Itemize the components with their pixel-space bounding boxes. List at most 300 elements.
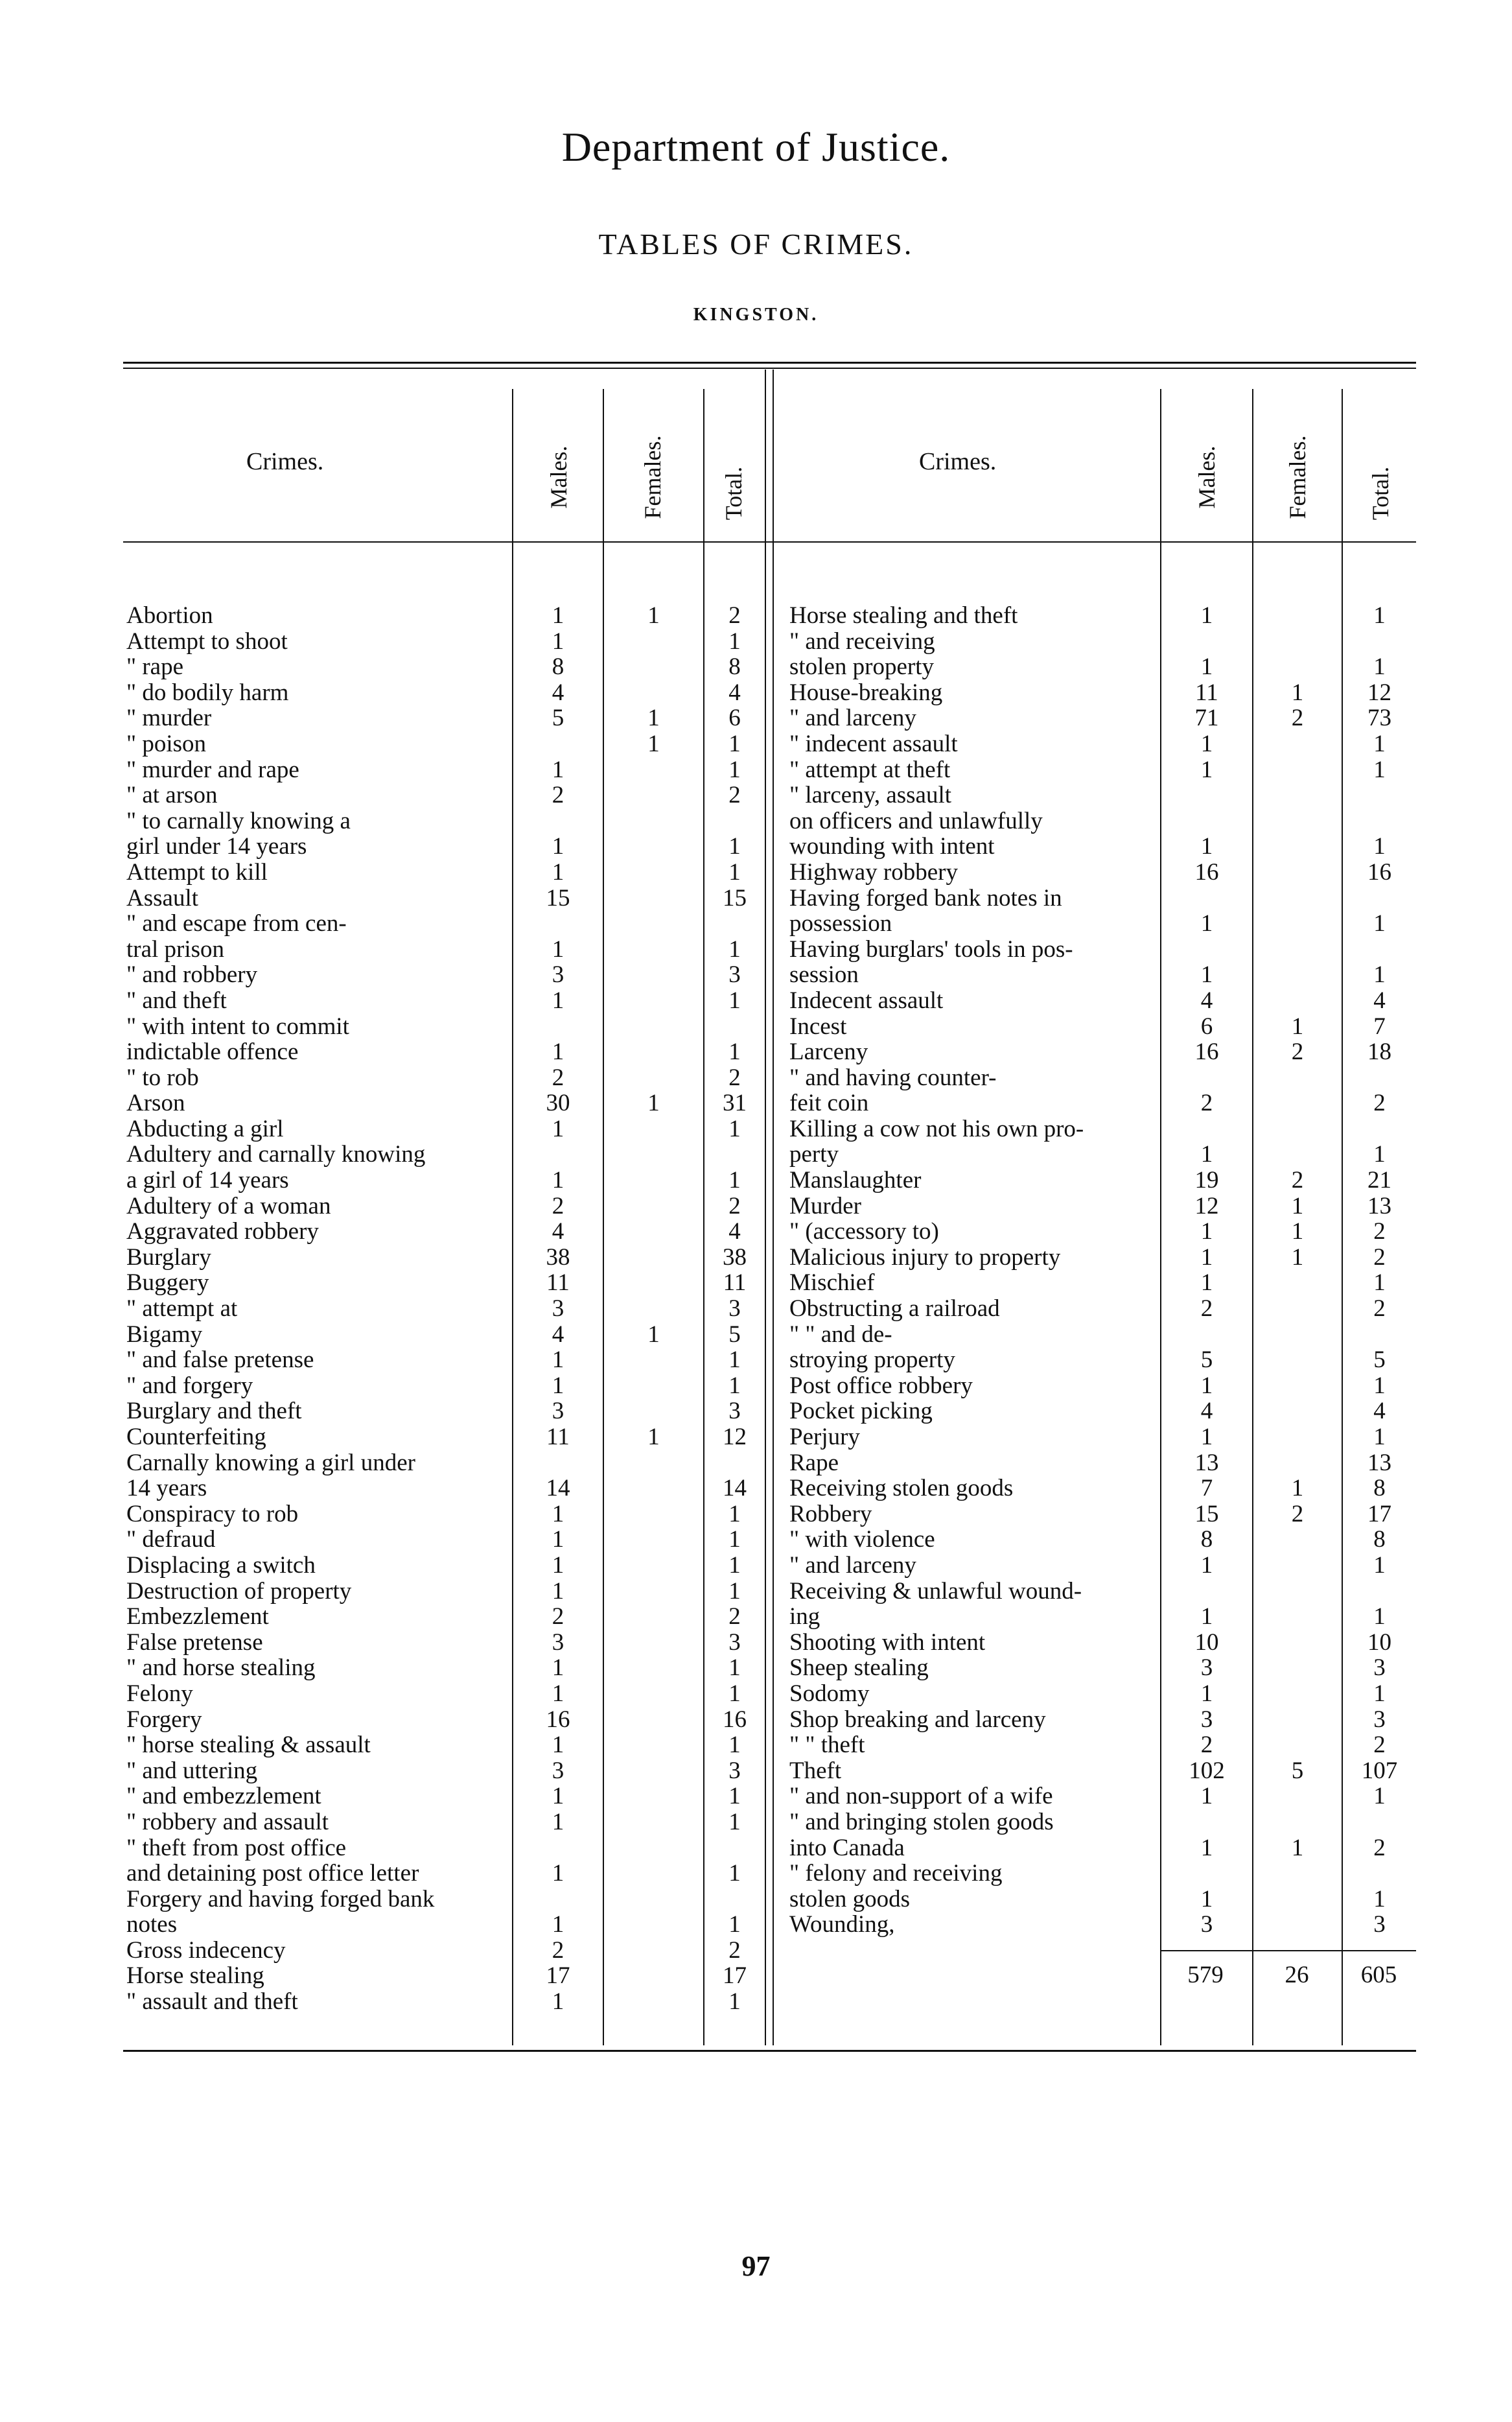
total-value: 16 bbox=[723, 1706, 747, 1733]
crime-label: Post office robbery bbox=[789, 1372, 973, 1399]
total-value: 107 bbox=[1361, 1757, 1398, 1784]
total-value: 1 bbox=[728, 1783, 741, 1810]
crime-label: Killing a cow not his own pro- bbox=[789, 1116, 1084, 1142]
table-row bbox=[789, 860, 1502, 886]
total-value: 1 bbox=[1373, 730, 1386, 757]
total-value: 1 bbox=[728, 1680, 741, 1707]
table-row bbox=[126, 911, 774, 937]
males-value: 3 bbox=[1200, 1654, 1213, 1682]
table-top-rule bbox=[123, 362, 1416, 364]
crime-label: " defraud bbox=[126, 1527, 216, 1553]
table-row bbox=[126, 1219, 774, 1245]
total-value: 1 bbox=[728, 1860, 741, 1887]
males-value: 3 bbox=[552, 1295, 564, 1323]
total-value: 2 bbox=[1373, 1732, 1386, 1759]
table-row bbox=[789, 1065, 1502, 1091]
males-value: 2 bbox=[552, 1603, 564, 1630]
males-value: 2 bbox=[1200, 1295, 1213, 1323]
total-value: 3 bbox=[1373, 1654, 1386, 1682]
table-row bbox=[126, 1142, 774, 1168]
crime-label: indictable offence bbox=[126, 1039, 299, 1065]
total-value: 3 bbox=[728, 961, 741, 989]
total-value: 1 bbox=[728, 730, 741, 757]
table-row bbox=[126, 1168, 774, 1193]
crime-label: " larceny, assault bbox=[789, 782, 952, 808]
males-value: 13 bbox=[1194, 1449, 1219, 1476]
males-value: 1 bbox=[552, 1577, 564, 1605]
crime-label: " at arson bbox=[126, 782, 218, 808]
table-row bbox=[126, 1681, 774, 1707]
total-value: 1 bbox=[1373, 653, 1386, 681]
total-value: 4 bbox=[728, 679, 741, 706]
crime-label: Attempt to shoot bbox=[126, 628, 288, 655]
males-value: 1 bbox=[552, 628, 564, 655]
total-value: 13 bbox=[1367, 1449, 1391, 1476]
crime-label: Murder bbox=[789, 1193, 861, 1219]
crime-label: Forgery and having forged bank bbox=[126, 1886, 435, 1912]
crime-label: " " theft bbox=[789, 1732, 865, 1758]
total-total: 605 bbox=[1360, 1962, 1397, 1988]
males-value: 10 bbox=[1194, 1628, 1219, 1656]
crime-label: and detaining post office letter bbox=[126, 1861, 419, 1887]
table-row bbox=[126, 680, 774, 706]
crime-label: Sodomy bbox=[789, 1680, 870, 1707]
total-value: 1 bbox=[1373, 910, 1386, 937]
crime-label: tral prison bbox=[126, 936, 225, 963]
crime-label: Incest bbox=[789, 1013, 847, 1040]
table-row bbox=[789, 1604, 1502, 1630]
males-value: 11 bbox=[546, 1269, 570, 1297]
total-value: 17 bbox=[723, 1962, 747, 1990]
crime-label: 14 years bbox=[126, 1476, 207, 1501]
total-value: 1 bbox=[1373, 833, 1386, 860]
males-value: 15 bbox=[546, 884, 570, 911]
total-value: 1 bbox=[728, 1911, 741, 1938]
table-row bbox=[789, 1039, 1502, 1065]
males-value: 1 bbox=[1200, 1218, 1213, 1245]
crime-label: wounding with intent bbox=[789, 834, 995, 860]
males-value: 1 bbox=[552, 1732, 564, 1759]
crime-label: Having forged bank notes in bbox=[789, 885, 1062, 911]
females-value: 1 bbox=[1291, 1243, 1304, 1271]
table-row bbox=[126, 1630, 774, 1656]
total-value: 1 bbox=[728, 1526, 741, 1553]
females-value: 1 bbox=[647, 1424, 660, 1450]
males-value: 1 bbox=[552, 1860, 564, 1887]
table-row bbox=[126, 1783, 774, 1809]
crime-label: " murder bbox=[126, 705, 212, 731]
total-value: 1 bbox=[728, 1500, 741, 1527]
total-value: 1 bbox=[1373, 1603, 1386, 1630]
males-value: 1 bbox=[552, 756, 564, 783]
males-value: 1 bbox=[1200, 1783, 1213, 1810]
males-value: 1 bbox=[552, 1680, 564, 1707]
crime-label: Buggery bbox=[126, 1270, 209, 1297]
table-row bbox=[789, 808, 1502, 834]
males-value: 1 bbox=[552, 935, 564, 963]
table-row bbox=[126, 629, 774, 655]
total-value: 8 bbox=[728, 653, 741, 681]
total-value: 1 bbox=[728, 987, 741, 1014]
table-row bbox=[126, 1193, 774, 1219]
males-value: 1 bbox=[1200, 1372, 1213, 1399]
crime-label: stolen goods bbox=[789, 1886, 911, 1912]
females-value: 1 bbox=[1291, 1834, 1304, 1861]
males-value: 1 bbox=[1200, 756, 1213, 783]
crime-label: ing bbox=[789, 1604, 820, 1630]
crime-label: Felony bbox=[126, 1680, 193, 1707]
males-value: 30 bbox=[546, 1090, 570, 1117]
total-females: 26 bbox=[1285, 1962, 1309, 1988]
table-row bbox=[126, 1296, 774, 1322]
males-value: 1 bbox=[552, 1988, 564, 2016]
crime-label: Gross indecency bbox=[126, 1937, 286, 1964]
total-value: 5 bbox=[728, 1321, 741, 1348]
table-row bbox=[126, 757, 774, 783]
males-value: 17 bbox=[546, 1962, 570, 1990]
crime-label: " with violence bbox=[789, 1527, 935, 1553]
total-value: 1 bbox=[728, 1808, 741, 1835]
males-value: 1 bbox=[552, 858, 564, 886]
total-value: 15 bbox=[723, 884, 747, 911]
males-value: 12 bbox=[1194, 1192, 1219, 1219]
crime-label: into Canada bbox=[789, 1835, 905, 1861]
total-value: 1 bbox=[728, 628, 741, 655]
crime-label: " with intent to commit bbox=[126, 1013, 349, 1040]
crime-label: " poison bbox=[126, 731, 207, 757]
crime-label: session bbox=[789, 962, 859, 988]
females-value: 2 bbox=[1291, 1500, 1304, 1527]
crime-label: Having burglars' tools in pos- bbox=[789, 936, 1073, 963]
table-row bbox=[126, 1501, 774, 1527]
table-row bbox=[789, 1681, 1502, 1707]
table-row bbox=[126, 988, 774, 1014]
table-row bbox=[126, 1707, 774, 1733]
table-row bbox=[126, 1090, 774, 1116]
crime-label: Horse stealing bbox=[126, 1963, 264, 1990]
males-value: 1 bbox=[1200, 1269, 1213, 1297]
crime-label: perty bbox=[789, 1142, 839, 1168]
table-row bbox=[789, 1168, 1502, 1193]
crime-label: " and uttering bbox=[126, 1758, 258, 1784]
table-row bbox=[789, 1835, 1502, 1861]
table-row bbox=[126, 1938, 774, 1964]
females-value: 1 bbox=[647, 1321, 660, 1348]
total-value: 1 bbox=[728, 1988, 741, 2016]
males-value: 1 bbox=[1200, 730, 1213, 757]
males-value: 3 bbox=[552, 961, 564, 989]
crime-label: Carnally knowing a girl under bbox=[126, 1450, 415, 1476]
crime-label: Attempt to kill bbox=[126, 859, 268, 886]
table-row bbox=[789, 1861, 1502, 1887]
table-row bbox=[126, 860, 774, 886]
females-value: 1 bbox=[1291, 679, 1304, 706]
crime-label: girl under 14 years bbox=[126, 834, 307, 860]
table-row bbox=[789, 1579, 1502, 1605]
table-row bbox=[126, 1322, 774, 1348]
total-value: 1 bbox=[728, 1732, 741, 1759]
table-row bbox=[789, 911, 1502, 937]
females-value: 1 bbox=[647, 730, 660, 757]
table-row bbox=[789, 937, 1502, 963]
males-value: 11 bbox=[546, 1424, 570, 1450]
crime-label: possession bbox=[789, 911, 892, 937]
total-header-right: Total. bbox=[1367, 466, 1393, 521]
totals-rule bbox=[1160, 1950, 1416, 1951]
crime-label: " and false pretense bbox=[126, 1347, 314, 1373]
males-value: 1 bbox=[552, 833, 564, 860]
total-value: 3 bbox=[728, 1398, 741, 1425]
table-row bbox=[789, 1245, 1502, 1271]
crime-label: Obstructing a railroad bbox=[789, 1296, 1000, 1322]
table-row bbox=[789, 988, 1502, 1014]
total-value: 14 bbox=[723, 1475, 747, 1502]
table-row bbox=[126, 808, 774, 834]
table-row bbox=[789, 1116, 1502, 1142]
crime-label: feit coin bbox=[789, 1090, 869, 1116]
table-row bbox=[789, 1398, 1502, 1424]
total-value: 73 bbox=[1367, 705, 1391, 732]
table-row bbox=[789, 654, 1502, 680]
table-row bbox=[789, 1527, 1502, 1553]
females-header-right: Females. bbox=[1285, 435, 1310, 519]
males-value: 16 bbox=[546, 1706, 570, 1733]
crime-label: " " and de- bbox=[789, 1321, 892, 1348]
table-row bbox=[789, 1809, 1502, 1835]
table-row bbox=[789, 1322, 1502, 1348]
total-value: 2 bbox=[1373, 1295, 1386, 1323]
crime-label: " attempt at theft bbox=[789, 757, 951, 783]
table-row bbox=[789, 1732, 1502, 1758]
total-value: 1 bbox=[728, 1039, 741, 1066]
males-value: 6 bbox=[1200, 1013, 1213, 1040]
left-crime-list bbox=[126, 603, 774, 2015]
table-row bbox=[126, 1809, 774, 1835]
table-bottom-rule bbox=[123, 2050, 1416, 2052]
table-row bbox=[789, 1142, 1502, 1168]
males-value: 3 bbox=[552, 1628, 564, 1656]
total-value: 4 bbox=[1373, 1398, 1386, 1425]
males-value: 1 bbox=[552, 1526, 564, 1553]
males-value: 2 bbox=[1200, 1732, 1213, 1759]
total-value: 1 bbox=[728, 935, 741, 963]
males-value: 4 bbox=[1200, 1398, 1213, 1425]
total-value: 8 bbox=[1373, 1475, 1386, 1502]
females-value: 1 bbox=[1291, 1475, 1304, 1502]
females-value: 1 bbox=[1291, 1192, 1304, 1219]
total-value: 21 bbox=[1367, 1167, 1391, 1194]
females-value: 2 bbox=[1291, 1039, 1304, 1066]
crime-label: Rape bbox=[789, 1450, 839, 1476]
table-row bbox=[126, 1245, 774, 1271]
crime-label: Robbery bbox=[789, 1501, 872, 1527]
males-value: 19 bbox=[1194, 1167, 1219, 1194]
males-value: 1 bbox=[1200, 1551, 1213, 1579]
header-bottom-rule bbox=[123, 541, 1416, 543]
total-value: 1 bbox=[728, 1577, 741, 1605]
table-row bbox=[789, 1758, 1502, 1784]
crime-label: " murder and rape bbox=[126, 757, 299, 783]
crime-label: " and receiving bbox=[789, 628, 935, 655]
total-value: 10 bbox=[1367, 1628, 1391, 1656]
crime-label: House-breaking bbox=[789, 679, 943, 706]
males-value: 1 bbox=[552, 1346, 564, 1374]
males-value: 1 bbox=[552, 602, 564, 629]
males-value: 1 bbox=[552, 1372, 564, 1399]
crime-label: " (accessory to) bbox=[789, 1219, 939, 1245]
males-value: 4 bbox=[552, 679, 564, 706]
total-value: 1 bbox=[728, 833, 741, 860]
males-value: 102 bbox=[1189, 1757, 1225, 1784]
males-value: 38 bbox=[546, 1243, 570, 1271]
crime-label: " to carnally knowing a bbox=[126, 808, 351, 834]
total-value: 2 bbox=[1373, 1218, 1386, 1245]
crimes-header-left: Crimes. bbox=[246, 448, 324, 475]
table-row bbox=[789, 1193, 1502, 1219]
crime-label: " and forgery bbox=[126, 1372, 253, 1399]
total-value: 5 bbox=[1373, 1346, 1386, 1374]
total-value: 1 bbox=[728, 1551, 741, 1579]
table-row bbox=[126, 1835, 774, 1861]
table-row bbox=[126, 654, 774, 680]
total-value: 1 bbox=[728, 1372, 741, 1399]
total-value: 31 bbox=[723, 1090, 747, 1117]
table-row bbox=[789, 1783, 1502, 1809]
table-row bbox=[789, 834, 1502, 860]
crime-label: " attempt at bbox=[126, 1296, 238, 1322]
table-row bbox=[789, 603, 1502, 629]
total-value: 4 bbox=[1373, 987, 1386, 1014]
total-value: 1 bbox=[728, 858, 741, 886]
crime-label: " horse stealing & assault bbox=[126, 1732, 371, 1758]
males-value: 11 bbox=[1195, 679, 1218, 706]
females-value: 1 bbox=[647, 1090, 660, 1117]
table-row bbox=[126, 1963, 774, 1989]
crime-label: " and horse stealing bbox=[126, 1655, 316, 1681]
total-value: 6 bbox=[728, 705, 741, 732]
crime-label: Conspiracy to rob bbox=[126, 1501, 299, 1527]
males-header-right: Males. bbox=[1194, 445, 1220, 509]
females-value: 1 bbox=[1291, 1013, 1304, 1040]
total-value: 16 bbox=[1367, 858, 1391, 886]
total-value: 2 bbox=[728, 1192, 741, 1219]
crime-label: " felony and receiving bbox=[789, 1861, 1003, 1887]
males-value: 4 bbox=[552, 1218, 564, 1245]
males-value: 1 bbox=[1200, 602, 1213, 629]
table-row bbox=[789, 782, 1502, 808]
tables-subtitle: TABLES OF CRIMES. bbox=[598, 228, 914, 261]
table-row bbox=[126, 1373, 774, 1399]
males-value: 1 bbox=[552, 1808, 564, 1835]
males-value: 1 bbox=[552, 1654, 564, 1682]
table-row bbox=[789, 680, 1502, 706]
total-value: 1 bbox=[1373, 1141, 1386, 1168]
crime-label: False pretense bbox=[126, 1629, 263, 1656]
crime-label: " robbery and assault bbox=[126, 1809, 329, 1835]
males-value: 3 bbox=[1200, 1706, 1213, 1733]
total-value: 1 bbox=[1373, 1269, 1386, 1297]
crime-label: Assault bbox=[126, 885, 198, 911]
table-row bbox=[789, 1373, 1502, 1399]
total-value: 2 bbox=[728, 1064, 741, 1091]
table-row bbox=[126, 1116, 774, 1142]
page-number: 97 bbox=[741, 2250, 771, 2282]
males-value: 1 bbox=[1200, 1243, 1213, 1271]
crime-label: Forgery bbox=[126, 1706, 202, 1733]
females-value: 1 bbox=[647, 602, 660, 629]
table-row bbox=[789, 1014, 1502, 1040]
table-row bbox=[789, 757, 1502, 783]
table-row bbox=[126, 705, 774, 731]
total-value: 1 bbox=[728, 1654, 741, 1682]
table-row bbox=[789, 1450, 1502, 1476]
crime-label: Arson bbox=[126, 1090, 185, 1116]
crime-label: Malicious injury to property bbox=[789, 1244, 1061, 1271]
crime-label: Horse stealing and theft bbox=[789, 603, 1018, 629]
table-row bbox=[789, 1630, 1502, 1656]
table-row bbox=[789, 1219, 1502, 1245]
males-value: 5 bbox=[1200, 1346, 1213, 1374]
crime-label: Receiving & unlawful wound- bbox=[789, 1578, 1082, 1605]
males-value: 15 bbox=[1194, 1500, 1219, 1527]
males-value: 8 bbox=[1200, 1526, 1213, 1553]
crime-label: " and robbery bbox=[126, 962, 258, 988]
crime-label: Adultery of a woman bbox=[126, 1193, 331, 1219]
table-row bbox=[126, 1450, 774, 1476]
total-value: 3 bbox=[1373, 1911, 1386, 1938]
table-row bbox=[126, 1861, 774, 1887]
crime-label: " assault and theft bbox=[126, 1989, 298, 2015]
males-value: 1 bbox=[552, 1500, 564, 1527]
table-row bbox=[126, 782, 774, 808]
crime-label: " rape bbox=[126, 654, 184, 680]
males-value: 1 bbox=[1200, 1834, 1213, 1861]
crime-label: " theft from post office bbox=[126, 1835, 347, 1861]
table-row bbox=[126, 962, 774, 988]
place-heading: KINGSTON. bbox=[693, 305, 819, 325]
crime-label: Displacing a switch bbox=[126, 1552, 316, 1579]
crime-label: " indecent assault bbox=[789, 731, 958, 757]
males-value: 1 bbox=[1200, 653, 1213, 681]
table-row bbox=[126, 1553, 774, 1579]
total-value: 7 bbox=[1373, 1013, 1386, 1040]
table-row bbox=[789, 1501, 1502, 1527]
total-value: 4 bbox=[728, 1218, 741, 1245]
total-value: 17 bbox=[1367, 1500, 1391, 1527]
table-row bbox=[789, 1912, 1502, 1938]
crime-label: notes bbox=[126, 1912, 178, 1938]
total-value: 1 bbox=[1373, 1680, 1386, 1707]
males-value: 7 bbox=[1200, 1475, 1213, 1502]
total-header-left: Total. bbox=[721, 466, 747, 521]
table-row bbox=[126, 1655, 774, 1681]
total-value: 1 bbox=[1373, 602, 1386, 629]
crime-label: Theft bbox=[789, 1758, 842, 1784]
crime-label: Shooting with intent bbox=[789, 1629, 986, 1656]
total-value: 13 bbox=[1367, 1192, 1391, 1219]
crime-label: Highway robbery bbox=[789, 859, 958, 886]
total-value: 3 bbox=[728, 1757, 741, 1784]
table-row bbox=[126, 1270, 774, 1296]
males-value: 71 bbox=[1194, 705, 1219, 732]
males-value: 1 bbox=[1200, 910, 1213, 937]
total-value: 18 bbox=[1367, 1039, 1391, 1066]
males-value: 1 bbox=[1200, 833, 1213, 860]
table-row bbox=[789, 731, 1502, 757]
table-row bbox=[126, 1347, 774, 1373]
table-row bbox=[789, 705, 1502, 731]
crime-label: Adultery and carnally knowing bbox=[126, 1142, 426, 1168]
